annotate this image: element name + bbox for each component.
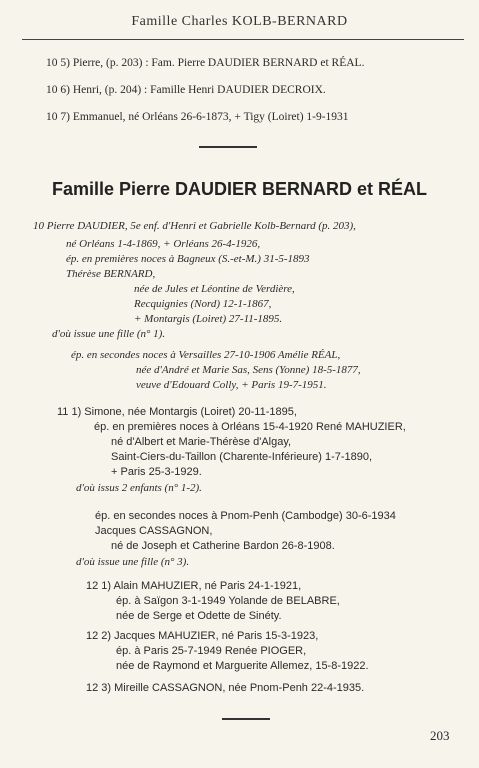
entry-line-6: 10 6) Henri, (p. 204) : Famille Henri DAUDIER DECROIX. <box>46 84 326 96</box>
body-line: 10 Pierre DAUDIER, 5e enf. d'Henri et Gabrielle Kolb-Bernard (p. 203), <box>33 220 356 232</box>
body-line: 12 2) Jacques MAHUZIER, né Paris 15-3-1923, <box>86 630 319 642</box>
body-line: Jacques CASSAGNON, <box>95 525 213 537</box>
body-line: d'où issue une fille (n° 3). <box>76 556 190 568</box>
body-line: né de Joseph et Catherine Bardon 26-8-1908. <box>111 540 335 552</box>
body-line: née d'André et Marie Sas, Sens (Yonne) 18-5-1877, <box>136 364 361 376</box>
page-number: 203 <box>430 728 450 743</box>
body-line: ép. à Saïgon 3-1-1949 Yolande de BELABRE, <box>116 595 340 607</box>
section-title: Famille Pierre DAUDIER BERNARD et RÉAL <box>51 179 428 199</box>
body-line: née de Serge et Odette de Sinéty. <box>116 610 282 622</box>
body-line: 12 3) Mireille CASSAGNON, née Pnom-Penh 22-4-1935. <box>86 682 365 694</box>
body-line: ép. à Paris 25-7-1949 Renée PIOGER, <box>116 645 307 657</box>
body-line: d'où issue une fille (n° 1). <box>52 328 166 340</box>
section-separator <box>199 146 257 148</box>
body-line: ép. en secondes noces à Pnom-Penh (Cambodge) 30-6-1934 <box>95 510 396 522</box>
entry-line-5: 10 5) Pierre, (p. 203) : Fam. Pierre DAUDIER BERNARD et RÉAL. <box>46 57 365 69</box>
body-line: née de Raymond et Marguerite Allemez, 15-8-1922. <box>116 660 369 672</box>
body-line: née de Jules et Léontine de Verdière, <box>134 283 295 295</box>
running-header: Famille Charles KOLB-BERNARD <box>131 14 348 29</box>
body-line: ép. en premières noces à Orléans 15-4-1920 René MAHUZIER, <box>94 421 406 433</box>
body-line: né Orléans 1-4-1869, + Orléans 26-4-1926, <box>66 238 261 250</box>
header-rule <box>22 39 464 40</box>
body-line: veuve d'Edouard Colly, + Paris 19-7-1951. <box>136 379 327 391</box>
body-line: ép. en secondes noces à Versailles 27-10-1906 Amélie RÉAL, <box>71 349 341 361</box>
entry-line-7: 10 7) Emmanuel, né Orléans 26-6-1873, + Tigy (Loiret) 1-9-1931 <box>46 111 349 123</box>
body-line: d'où issus 2 enfants (n° 1-2). <box>76 482 202 494</box>
body-line: ép. en premières noces à Bagneux (S.-et-M.) 31-5-1893 <box>66 253 310 265</box>
body-line: + Montargis (Loiret) 27-11-1895. <box>134 313 283 325</box>
body-line: 11 1) Simone, née Montargis (Loiret) 20-11-1895, <box>57 406 297 418</box>
closing-separator <box>222 718 270 720</box>
body-line: Thérèse BERNARD, <box>66 268 156 280</box>
body-line: né d'Albert et Marie-Thérèse d'Algay, <box>111 436 292 448</box>
body-line: 12 1) Alain MAHUZIER, né Paris 24-1-1921, <box>86 580 302 592</box>
body-line: Saint-Ciers-du-Taillon (Charente-Inférieure) 1-7-1890, <box>111 451 373 463</box>
body-line: Recquignies (Nord) 12-1-1867, <box>134 298 272 310</box>
body-line: + Paris 25-3-1929. <box>111 466 202 478</box>
